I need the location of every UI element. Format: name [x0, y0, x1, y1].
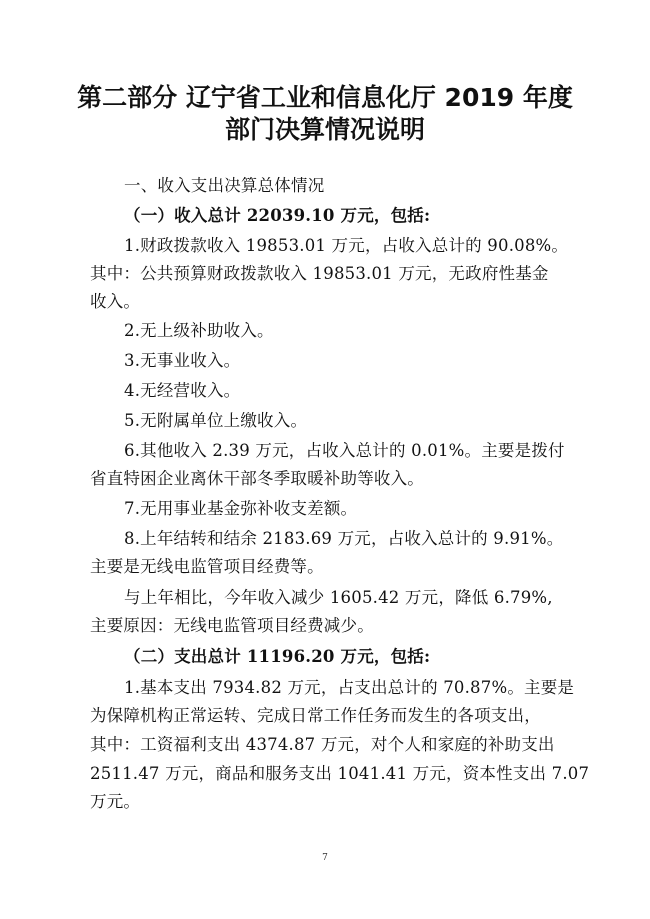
income-compare-line-2: 主要原因：无线电监管项目经费减少。	[90, 616, 374, 635]
section-heading: 一、收入支出决算总体情况	[124, 176, 325, 195]
title-line-1: 第二部分 辽宁省工业和信息化厅 2019 年度	[77, 83, 573, 112]
income-heading: （一）收入总计 22039.10 万元，包括:	[124, 206, 431, 225]
income-compare-line-1: 与上年相比，今年收入减少 1605.42 万元，降低 6.79%,	[124, 588, 553, 607]
income-item-8-line-1: 8.上年结转和结余 2183.69 万元，占收入总计的 9.91%。	[124, 529, 564, 548]
expense-item-1-line-4: 2511.47 万元，商品和服务支出 1041.41 万元，资本性支出 7.07	[90, 764, 590, 783]
income-item-6-line-2: 省直特困企业离休干部冬季取暖补助等收入。	[90, 469, 424, 488]
income-item-1-line-2: 其中：公共预算财政拨款收入 19853.01 万元，无政府性基金	[90, 264, 549, 283]
income-item-6-line-1: 6.其他收入 2.39 万元，占收入总计的 0.01%。主要是拨付	[124, 441, 565, 460]
income-item-8-line-2: 主要是无线电监管项目经费等。	[90, 557, 324, 576]
expense-item-1-line-1: 1.基本支出 7934.82 万元，占支出总计的 70.87%。主要是	[124, 678, 575, 697]
expense-item-1-line-2: 为保障机构正常运转、完成日常工作任务而发生的各项支出，	[90, 706, 541, 725]
income-item-2: 2.无上级补助收入。	[124, 321, 274, 340]
expense-heading: （二）支出总计 11196.20 万元，包括:	[124, 647, 431, 666]
income-item-4: 4.无经营收入。	[124, 381, 241, 400]
income-item-1-line-3: 收入。	[90, 292, 141, 311]
income-item-3: 3.无事业收入。	[124, 351, 241, 370]
expense-item-1-line-3: 其中：工资福利支出 4374.87 万元，对个人和家庭的补助支出	[90, 735, 555, 754]
expense-item-1-line-5: 万元。	[90, 792, 141, 811]
income-item-5: 5.无附属单位上缴收入。	[124, 411, 308, 430]
income-item-1-line-1: 1.财政拨款收入 19853.01 万元，占收入总计的 90.08%。	[124, 236, 569, 255]
title-line-2: 部门决算情况说明	[224, 115, 425, 144]
income-item-7: 7.无用事业基金弥补收支差额。	[124, 499, 358, 518]
page-number: 7	[322, 853, 328, 863]
